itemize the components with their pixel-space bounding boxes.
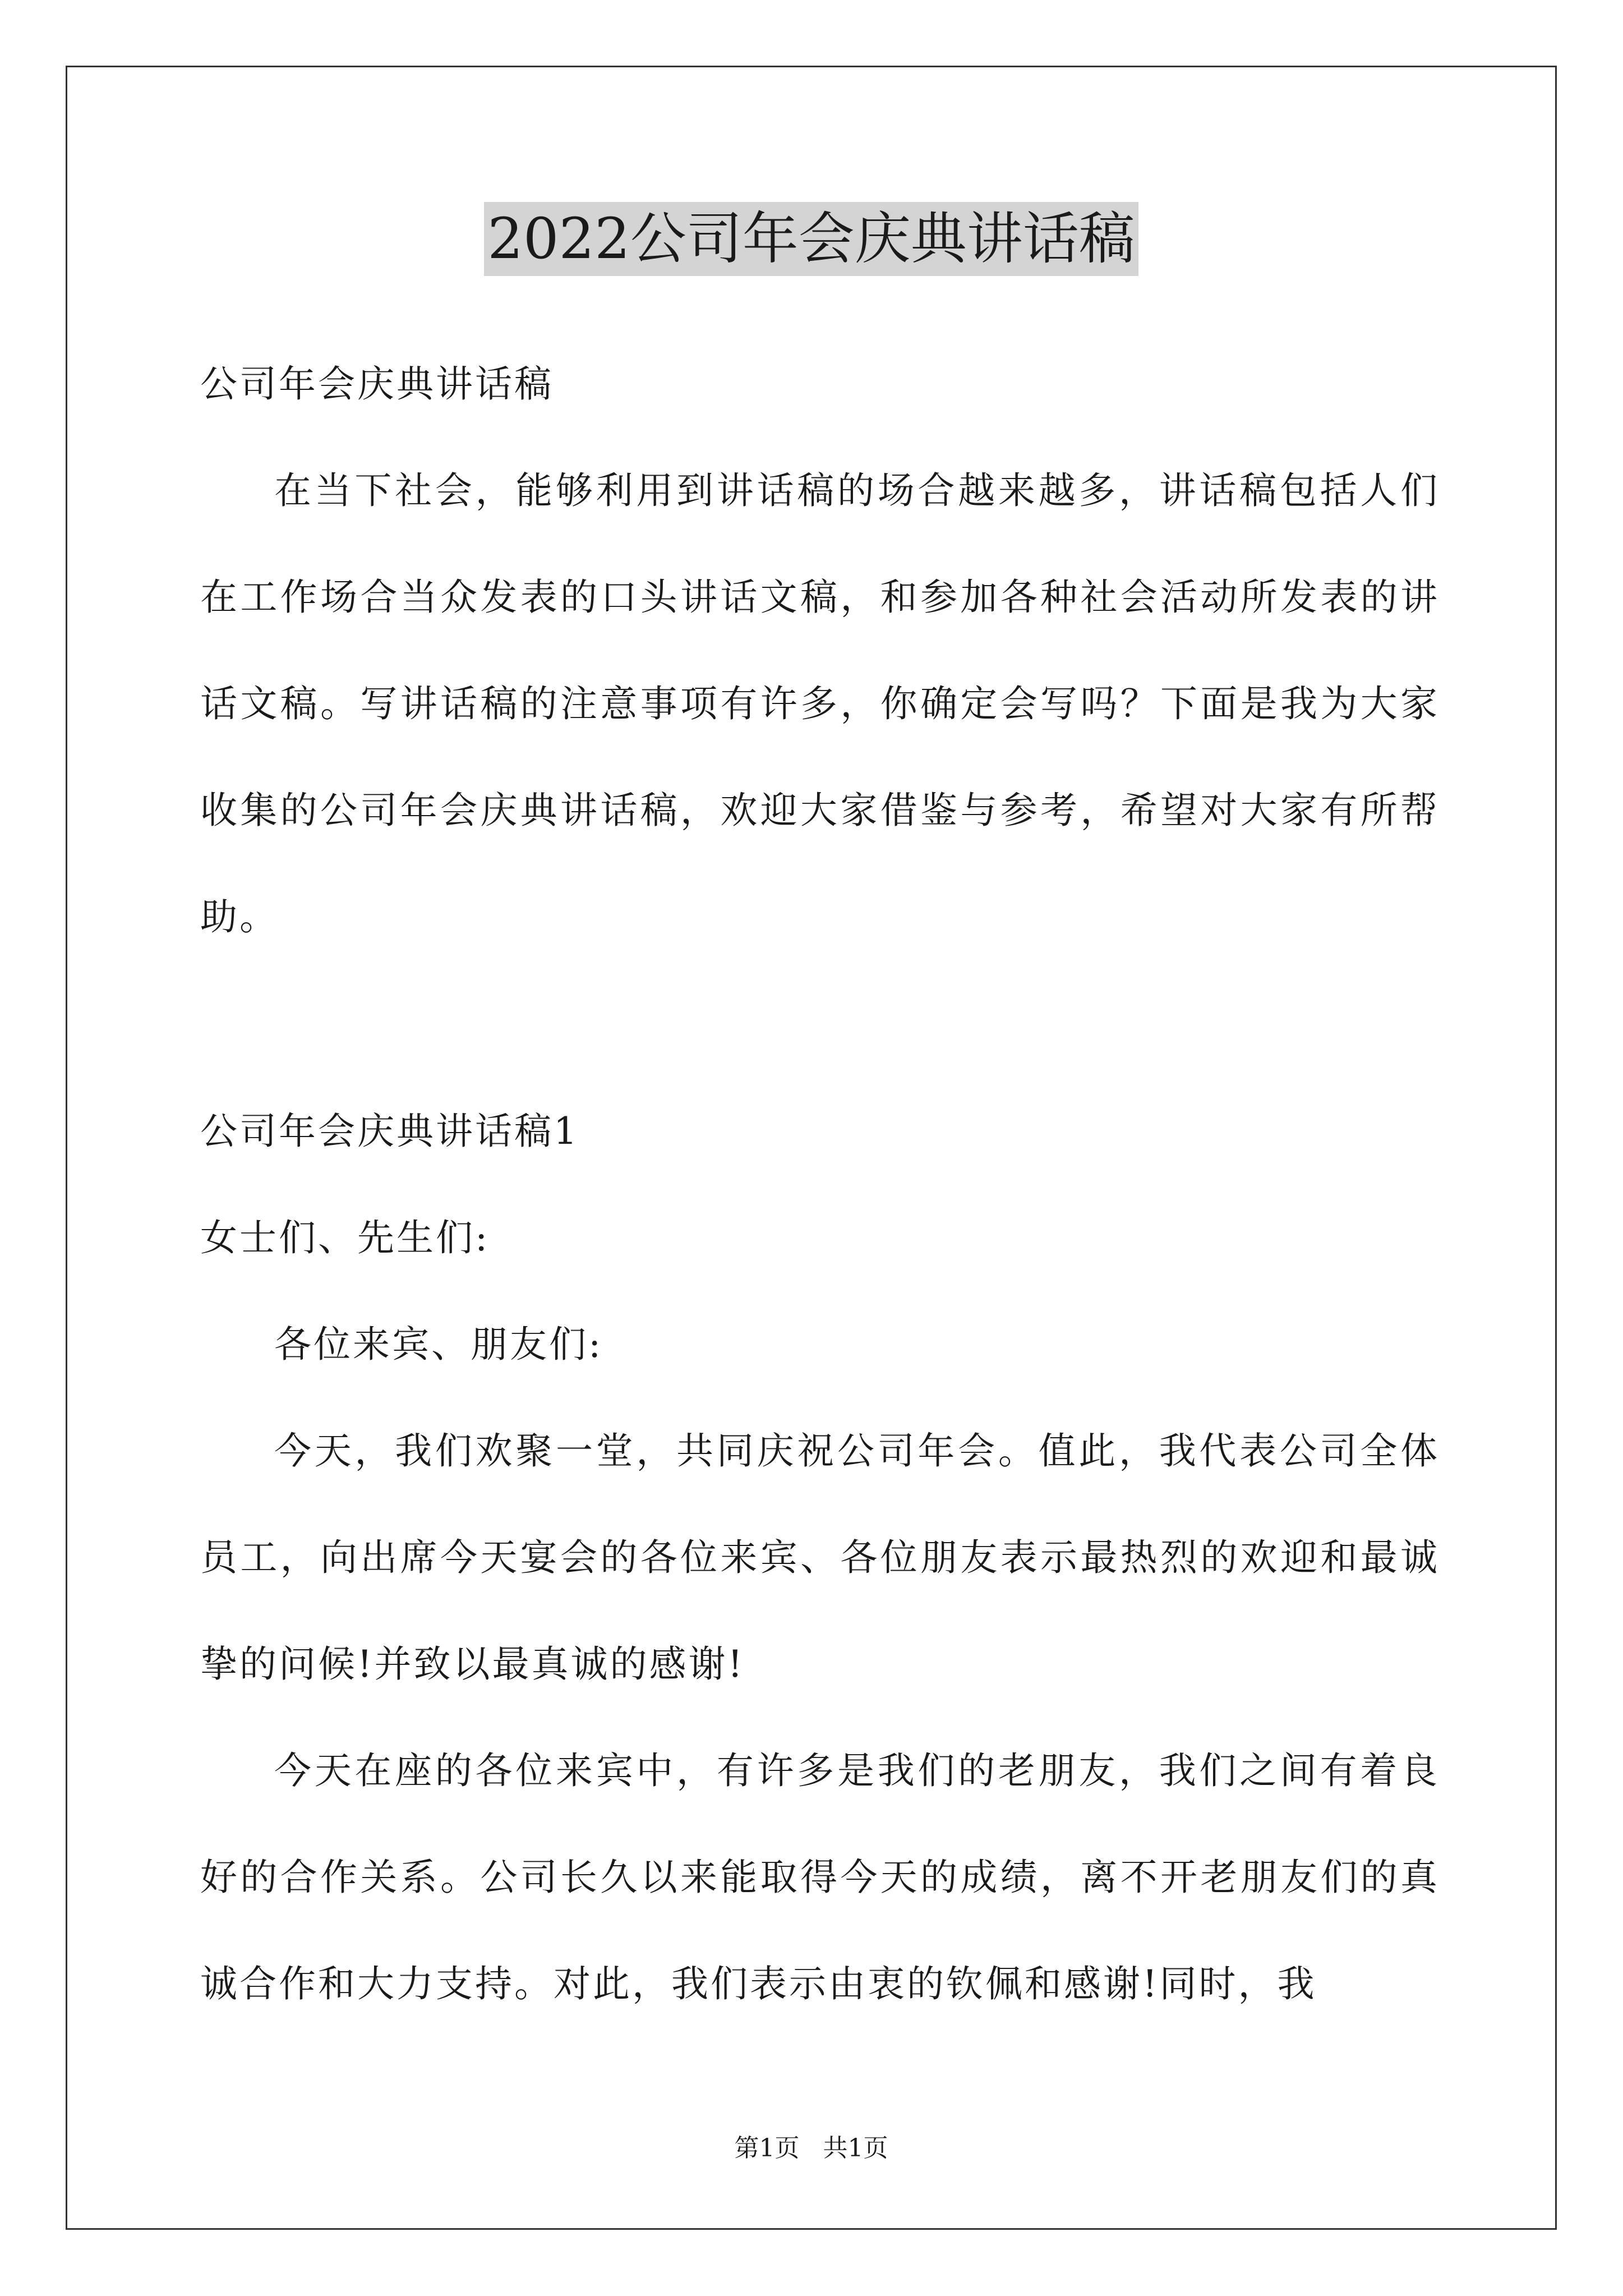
document-title: 2022公司年会庆典讲话稿 xyxy=(484,202,1138,276)
section-gap xyxy=(200,970,1440,1078)
paragraph-intro: 在当下社会，能够利用到讲话稿的场合越来越多，讲话稿包括人们在工作场合当众发表的口头讲话文稿，和参加各种社会活动所发表的讲话文稿。写讲话稿的注意事项有许多，你确定会写吗？下面是我为大家收集的公司年会庆典讲话稿，欢迎大家借鉴与参考，希望对大家有所帮助。 xyxy=(200,469,1440,938)
page-footer xyxy=(66,2132,1557,2165)
title-wrapper xyxy=(66,202,1557,276)
paragraph-subtitle: 公司年会庆典讲话稿 xyxy=(200,362,554,406)
paragraph-body-2: 今天在座的各位来宾中，有许多是我们的老朋友，我们之间有着良好的合作关系。公司长久以来能取得今天的成绩，离不开老朋友们的真诚合作和大力支持。对此，我们表示由衷的钦佩和感谢!同时，我 xyxy=(200,1749,1440,2005)
paragraph-salutation: 女士们、先生们: xyxy=(200,1216,490,1259)
page-number-current: 第1页 xyxy=(734,2134,800,2162)
paragraph-body-1: 今天，我们欢聚一堂，共同庆祝公司年会。值此，我代表公司全体员工，向出席今天宴会的各位来宾、各位朋友表示最热烈的欢迎和最诚挚的问候!并致以最真诚的感谢! xyxy=(200,1429,1440,1686)
paragraph-greeting: 各位来宾、朋友们: xyxy=(274,1323,603,1366)
page-number-total: 共1页 xyxy=(823,2134,888,2162)
paragraph-section-heading: 公司年会庆典讲话稿1 xyxy=(200,1110,579,1153)
document-body xyxy=(200,331,1440,2037)
